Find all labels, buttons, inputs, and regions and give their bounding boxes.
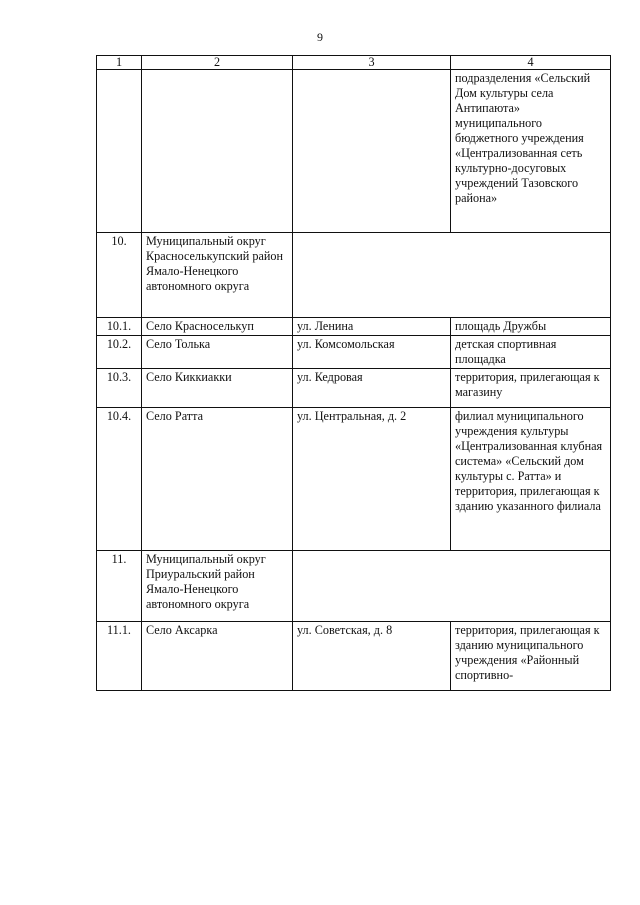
row-number [97, 70, 142, 233]
row-address [293, 70, 451, 233]
table-row [97, 336, 611, 369]
column-header: 2 [142, 56, 293, 70]
row-place: подразделения «Сельский Дом культуры села Антипаюта» муниципального бюджетного учреждения «Централизованная сеть культурно-досуговых учреждений Тазовского района» [451, 70, 611, 233]
row-name: Муниципальный округ Красноселькупский район Ямало-Ненецкого автономного округа [142, 233, 293, 318]
row-name [142, 70, 293, 233]
row-name: Село Аксарка [142, 622, 293, 691]
row-name: Муниципальный округ Приуральский район Ямало-Ненецкого автономного округа [142, 551, 293, 622]
row-number: 10.1. [97, 318, 142, 336]
row-place: территория, прилегающая к зданию муниципального учреждения «Районный спортивно- [451, 622, 611, 691]
row-number: 10.2. [97, 336, 142, 369]
table-row [97, 369, 611, 408]
row-number: 10. [97, 233, 142, 318]
locations-table [96, 55, 611, 691]
table-row [97, 70, 611, 233]
table-header-row [97, 56, 611, 70]
table-row [97, 233, 611, 318]
table-row [97, 408, 611, 551]
table-row [97, 622, 611, 691]
row-empty-merged [293, 551, 611, 622]
row-empty-merged [293, 233, 611, 318]
row-name: Село Толька [142, 336, 293, 369]
table-row [97, 318, 611, 336]
row-number: 10.4. [97, 408, 142, 551]
table-row [97, 551, 611, 622]
column-header: 1 [97, 56, 142, 70]
row-name: Село Красноселькуп [142, 318, 293, 336]
row-address: ул. Центральная, д. 2 [293, 408, 451, 551]
row-place: детская спортивная площадка [451, 336, 611, 369]
row-place: площадь Дружбы [451, 318, 611, 336]
row-number: 11.1. [97, 622, 142, 691]
row-address: ул. Комсомольская [293, 336, 451, 369]
row-name: Село Ратта [142, 408, 293, 551]
row-address: ул. Ленина [293, 318, 451, 336]
row-place: территория, прилегающая к магазину [451, 369, 611, 408]
row-address: ул. Советская, д. 8 [293, 622, 451, 691]
row-number: 11. [97, 551, 142, 622]
column-header: 3 [293, 56, 451, 70]
column-header: 4 [451, 56, 611, 70]
row-number: 10.3. [97, 369, 142, 408]
page-number: 9 [317, 30, 323, 44]
row-address: ул. Кедровая [293, 369, 451, 408]
row-name: Село Киккиакки [142, 369, 293, 408]
row-place: филиал муниципального учреждения культуры «Централизованная клубная система» «Сельский дом культуры с. Ратта» и территория, прилегающая к зданию указанного филиала [451, 408, 611, 551]
